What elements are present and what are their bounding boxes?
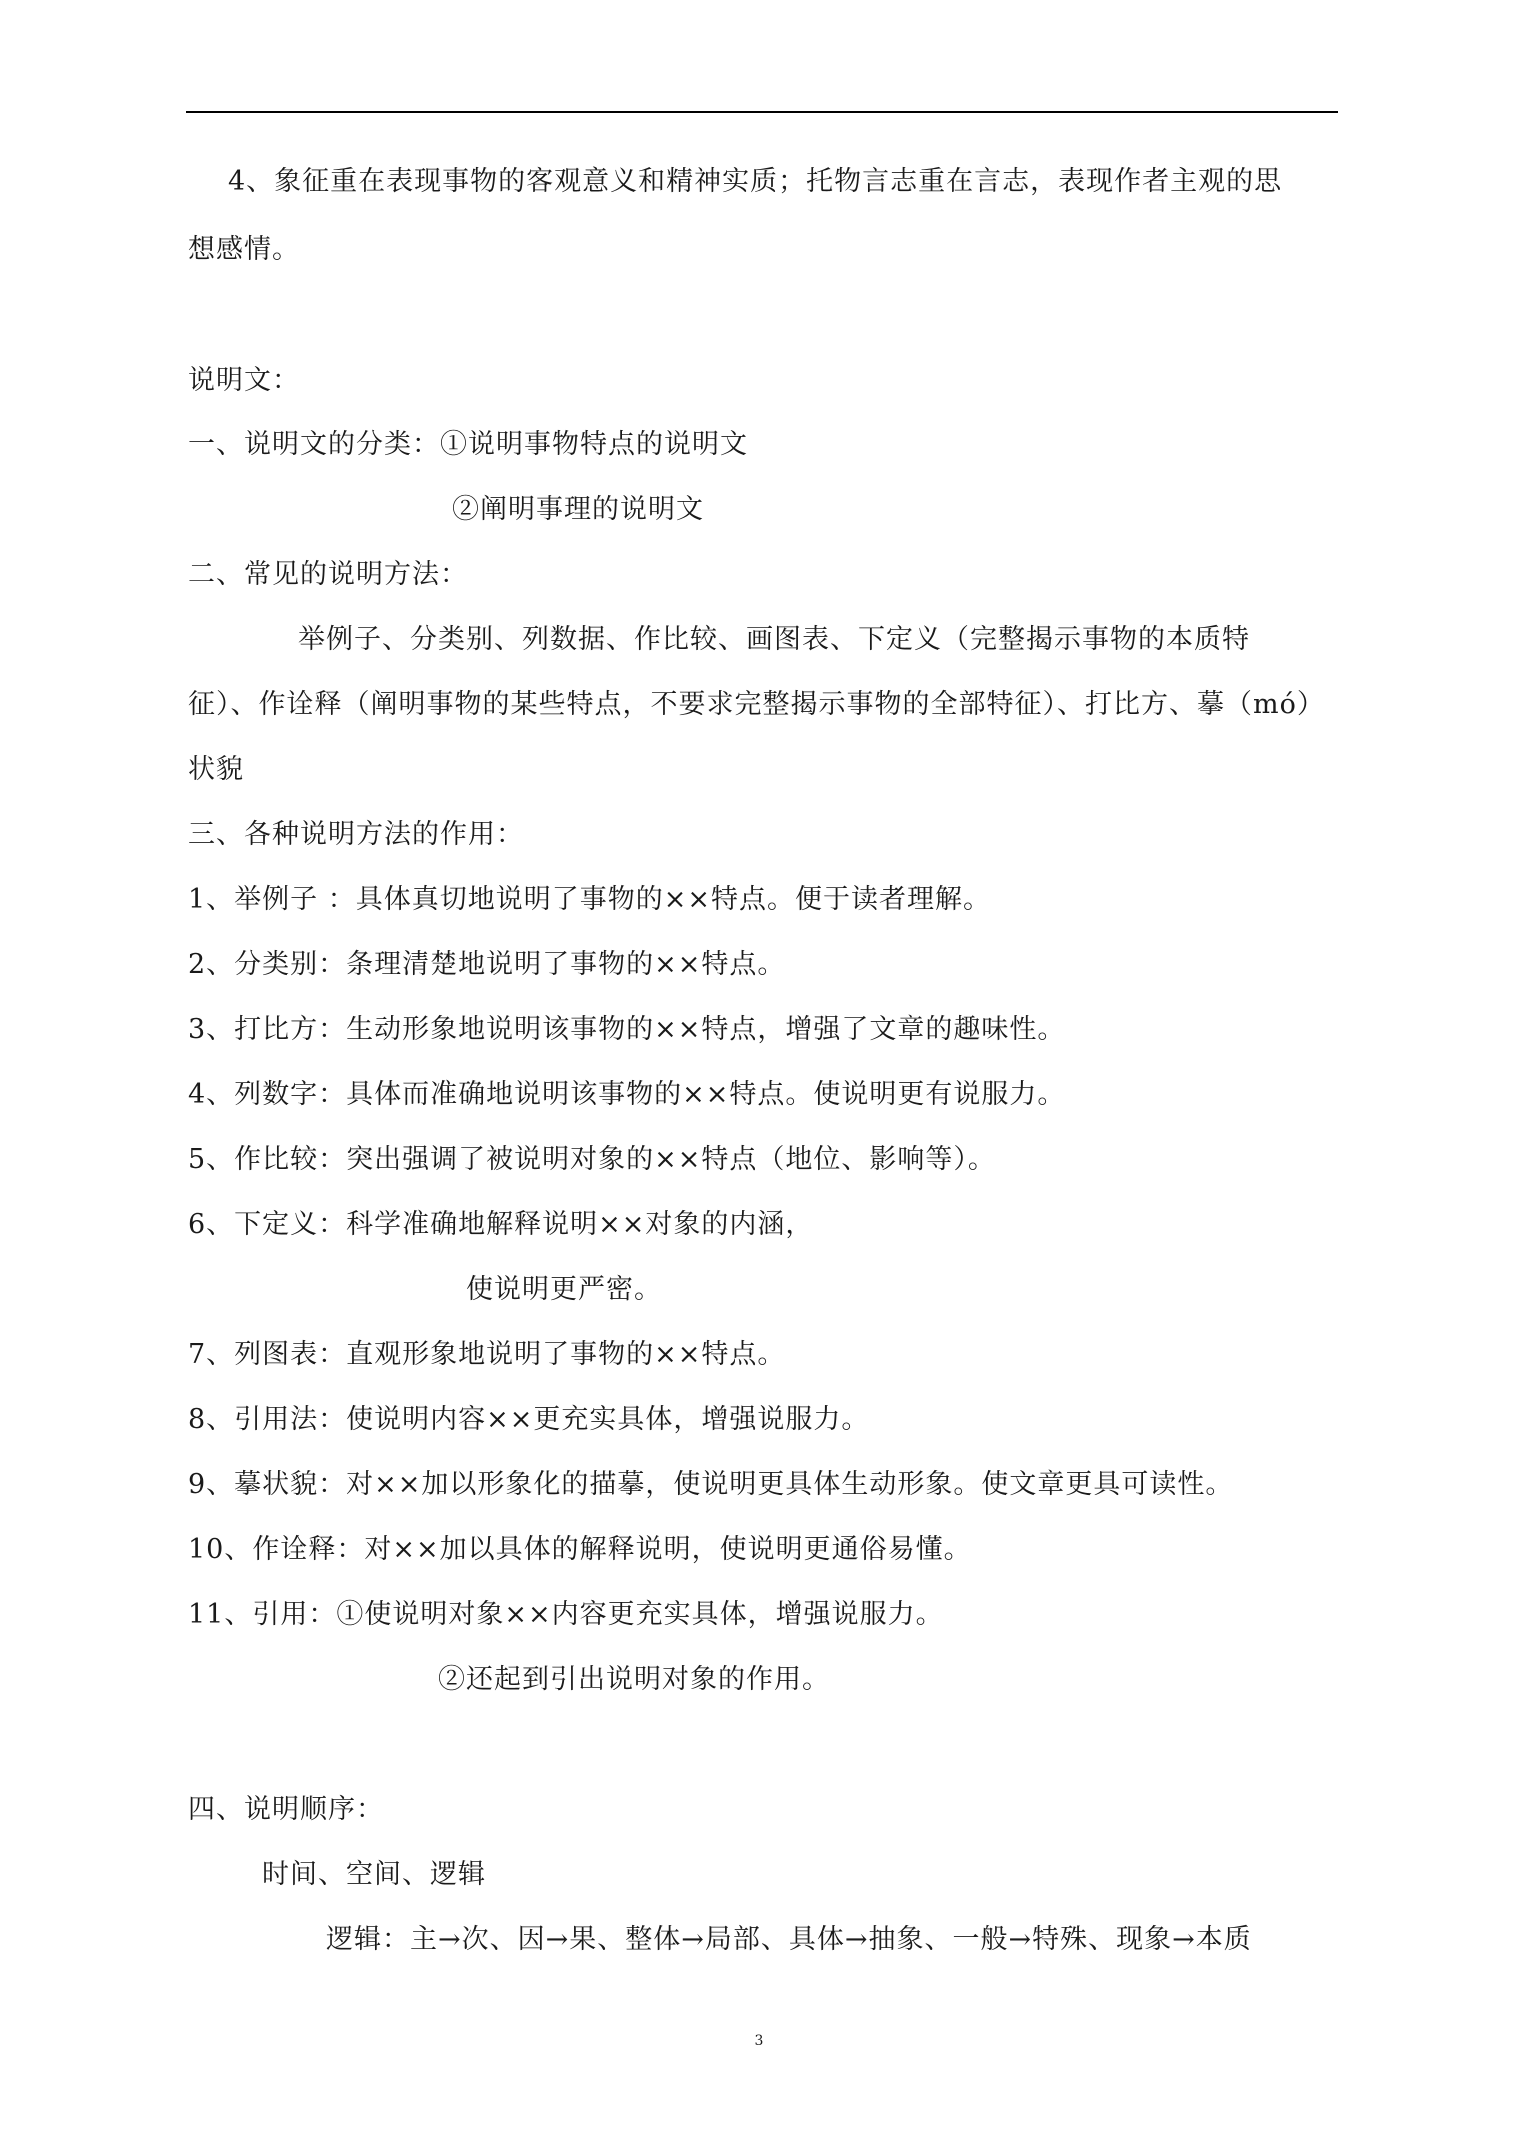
list-item: 9、摹状貌：对××加以形象化的描摹，使说明更具体生动形象。使文章更具可读性。 bbox=[188, 1469, 1234, 1500]
list-item: 10、作诠释：对××加以具体的解释说明，使说明更通俗易懂。 bbox=[188, 1534, 972, 1565]
section-heading: 二、常见的说明方法： bbox=[188, 559, 468, 590]
section-heading: 四、说明顺序： bbox=[188, 1794, 384, 1825]
list-item: 3、打比方：生动形象地说明该事物的××特点，增强了文章的趣味性。 bbox=[188, 1014, 1066, 1045]
section-heading: 说明文： bbox=[188, 365, 300, 396]
text-line: 4、象征重在表现事物的客观意义和精神实质；托物言志重在言志，表现作者主观的思 bbox=[228, 166, 1283, 197]
list-item: 7、列图表：直观形象地说明了事物的××特点。 bbox=[188, 1339, 786, 1370]
text-line: 举例子、分类别、列数据、作比较、画图表、下定义（完整揭示事物的本质特 bbox=[298, 624, 1250, 655]
list-item: 5、作比较：突出强调了被说明对象的××特点（地位、影响等）。 bbox=[188, 1144, 996, 1175]
list-item-continuation: 使说明更严密。 bbox=[466, 1274, 662, 1305]
list-item: 8、引用法：使说明内容××更充实具体，增强说服力。 bbox=[188, 1404, 870, 1435]
section-heading: 三、各种说明方法的作用： bbox=[188, 819, 524, 850]
list-item: 4、列数字：具体而准确地说明该事物的××特点。使说明更有说服力。 bbox=[188, 1079, 1066, 1110]
list-item: 11、引用：①使说明对象××内容更充实具体，增强说服力。 bbox=[188, 1599, 944, 1630]
text-line: 一、说明文的分类：①说明事物特点的说明文 bbox=[188, 429, 748, 460]
text-line: 想感情。 bbox=[188, 234, 300, 265]
list-item: 1、举例子 ：具体真切地说明了事物的××特点。便于读者理解。 bbox=[188, 884, 992, 915]
text-line: 时间、空间、逻辑 bbox=[262, 1859, 486, 1890]
list-item-continuation: ②还起到引出说明对象的作用。 bbox=[438, 1664, 830, 1695]
list-item: 2、分类别：条理清楚地说明了事物的××特点。 bbox=[188, 949, 786, 980]
text-line: ②阐明事理的说明文 bbox=[452, 494, 704, 525]
list-item: 6、下定义：科学准确地解释说明××对象的内涵， bbox=[188, 1209, 814, 1240]
text-line: 逻辑：主→次、因→果、整体→局部、具体→抽象、一般→特殊、现象→本质 bbox=[326, 1924, 1252, 1955]
text-line: 状貌 bbox=[188, 754, 244, 785]
page-number: 3 bbox=[754, 2033, 764, 2049]
text-line: 征）、作诠释（阐明事物的某些特点，不要求完整揭示事物的全部特征）、打比方、摹（mó） bbox=[188, 689, 1325, 720]
header-rule bbox=[186, 111, 1338, 113]
